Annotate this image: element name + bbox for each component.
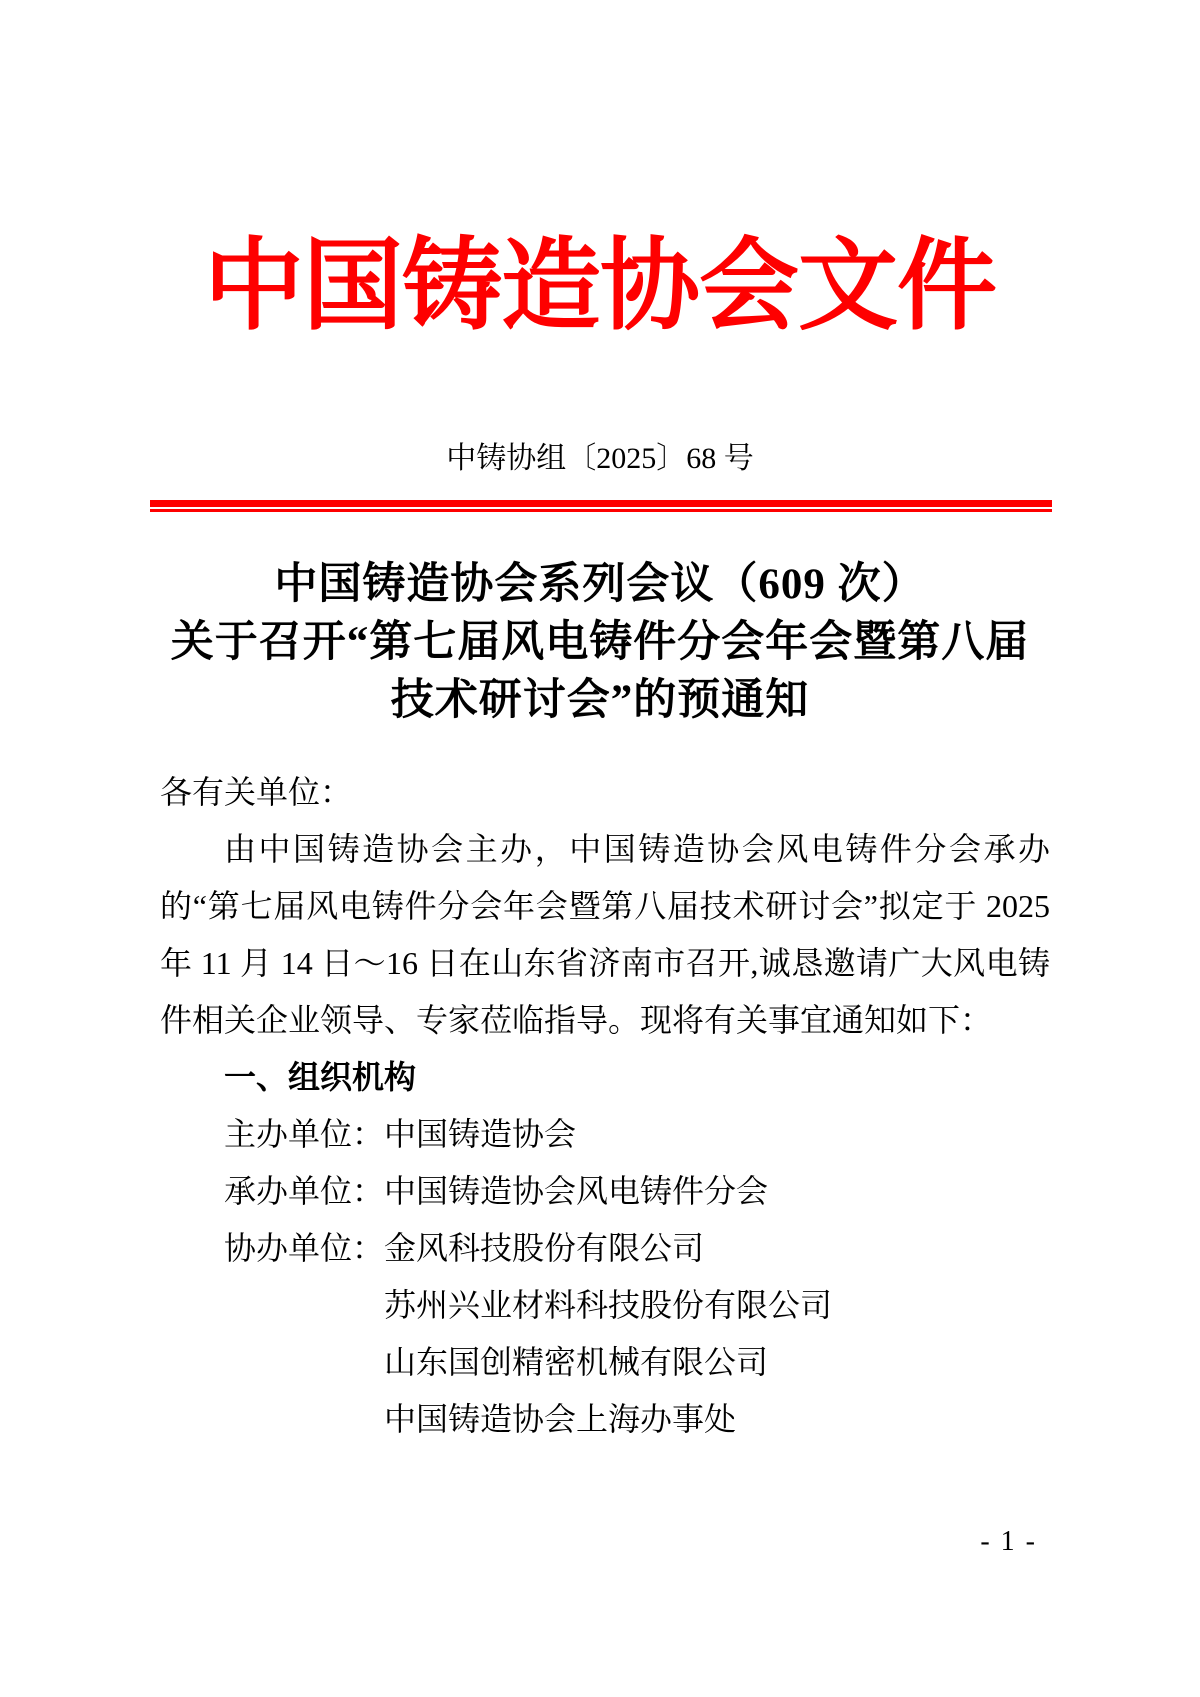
organizer-value: 中国铸造协会 [384,1116,577,1152]
organizer-value: 中国铸造协会风电铸件分会 [384,1173,769,1209]
organizer-line-coorganizer [384,1277,1050,1334]
letterhead-divider-rule [150,500,1052,512]
organizer-value: 苏州兴业材料科技股份有限公司 [384,1287,833,1323]
organizer-line-coorganizer [384,1334,1050,1391]
notice-title-line2: 关于召开“第七届风电铸件分会年会暨第八届 [170,619,1030,666]
notice-title-line1: 中国铸造协会系列会议（609 次） [274,561,926,608]
section-heading-organization: 一、组织机构 [224,1059,417,1095]
salutation: 各有关单位： [160,774,353,810]
page-number: - 1 - [980,1526,1037,1557]
letterhead-title: 中国铸造协会文件 [204,231,996,342]
organizer-line-coorganizer [224,1220,1050,1277]
organizer-value: 山东国创精密机械有限公司 [384,1344,769,1380]
organizer-value: 金风科技股份有限公司 [384,1230,705,1266]
document-number: 中铸协组〔2025〕68 号 [446,442,754,475]
notice-title-line3: 技术研讨会”的预通知 [390,677,810,724]
document-body [160,764,1050,1448]
notice-title [0,556,1200,730]
organizer-line-host [224,1106,1050,1163]
organizer-value: 中国铸造协会上海办事处 [384,1401,737,1437]
organizer-label: 承办单位： [224,1173,385,1209]
intro-paragraph: 由中国铸造协会主办，中国铸造协会风电铸件分会承办的“第七届风电铸件分会年会暨第八届技术研讨会”拟定于 2025 年 11 月 14 日～16 日在山东省济南市召开,诚恳邀请广大风电铸件相关企业领导、专家莅临指导。现将有关事宜通知如下： [160,831,1050,1038]
organizer-line-undertaker [224,1163,1050,1220]
organizer-label: 主办单位： [224,1116,385,1152]
organizer-label: 协办单位： [224,1230,385,1266]
organizer-line-coorganizer [384,1391,1050,1448]
